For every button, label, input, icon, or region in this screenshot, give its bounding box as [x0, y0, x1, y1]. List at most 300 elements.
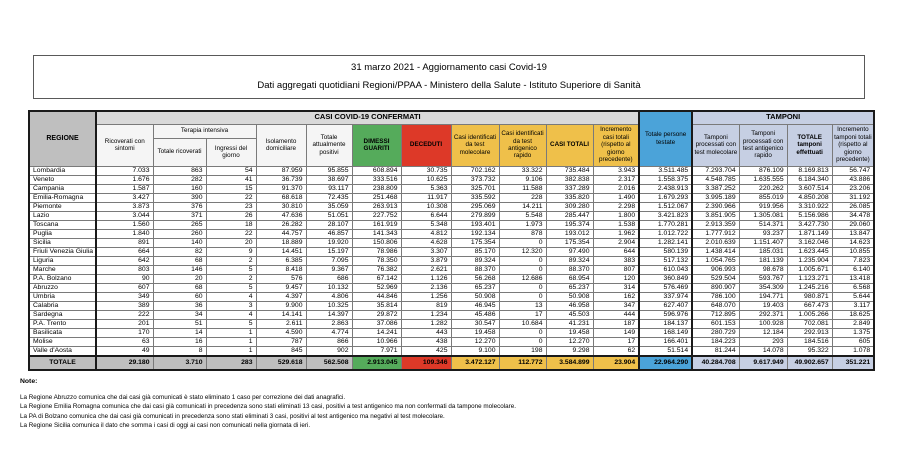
value-cell: 2.849 [832, 319, 874, 328]
value-cell: 93.237 [739, 229, 787, 238]
value-cell: 295.069 [451, 202, 499, 211]
value-cell: 68.954 [546, 274, 593, 283]
value-cell: 36.739 [256, 175, 306, 184]
value-cell: 3.117 [832, 301, 874, 310]
region-cell: Abruzzo [29, 283, 96, 292]
value-cell: 90 [96, 274, 153, 283]
value-cell: 1.777.912 [692, 229, 739, 238]
value-cell: 22 [206, 193, 256, 202]
value-cell: 9.900 [256, 301, 306, 310]
value-cell: 2.390.966 [692, 202, 739, 211]
value-cell: 181.139 [739, 256, 787, 265]
value-cell: 5.548 [499, 211, 546, 220]
region-cell: Sicilia [29, 238, 96, 247]
header-row-groups [29, 111, 874, 124]
value-cell: 81.244 [692, 346, 739, 356]
value-cell: 2.136 [401, 283, 451, 292]
value-cell: 2.611 [256, 319, 306, 328]
value-cell: 576 [256, 274, 306, 283]
value-cell: 228 [499, 193, 546, 202]
value-cell: 10.132 [306, 283, 352, 292]
value-cell: 10.625 [401, 175, 451, 184]
value-cell: 12.320 [499, 247, 546, 256]
value-cell: 280.729 [692, 328, 739, 337]
col-header-deceduti: DECEDUTI [401, 124, 451, 166]
value-cell: 2.621 [401, 265, 451, 274]
value-cell: 175.354 [451, 238, 499, 247]
col-header-regione: REGIONE [29, 111, 96, 166]
value-cell: 192.134 [451, 229, 499, 238]
value-cell: 19.403 [739, 301, 787, 310]
value-cell: 12.270 [546, 337, 593, 346]
col-header-casi-test-molecolare: Casi identificati da test molecolare [451, 124, 499, 166]
table-row [29, 346, 874, 356]
value-cell: 1.282 [401, 319, 451, 328]
value-cell: 9.106 [499, 175, 546, 184]
table-row [29, 211, 874, 220]
value-cell: 193.401 [451, 220, 499, 229]
value-cell: 17 [593, 337, 639, 346]
value-cell: 3.387.252 [692, 184, 739, 193]
value-cell: 78.986 [352, 247, 401, 256]
table-row [29, 301, 874, 310]
value-cell: 786.100 [692, 292, 739, 301]
col-header-ricoverati-sintomi: Ricoverati con sintomi [96, 124, 153, 166]
value-cell: 5.363 [401, 184, 451, 193]
value-cell: 14.397 [306, 310, 352, 319]
value-cell: 642 [96, 256, 153, 265]
value-cell: 4.628 [401, 238, 451, 247]
value-cell: 26.282 [256, 220, 306, 229]
value-cell: 282 [153, 175, 206, 184]
value-cell: 3.307 [401, 247, 451, 256]
value-cell: 62 [593, 346, 639, 356]
note-line-bolzano: La PA di Bolzano comunica che dai casi già comunicati in precedenza sono stati eliminati 3 casi, positivi al test antigenico ma negativi al test molecolare. [20, 412, 445, 420]
value-cell: 13 [499, 301, 546, 310]
value-cell: 120 [593, 274, 639, 283]
value-cell: 1.840 [96, 229, 153, 238]
value-cell: 23.206 [832, 184, 874, 193]
value-cell: 18 [206, 220, 256, 229]
value-cell: 30.735 [401, 166, 451, 175]
value-cell: 7.033 [96, 166, 153, 175]
value-cell: 1.512.067 [639, 202, 692, 211]
value-cell: 44.757 [256, 229, 306, 238]
value-cell: 26 [206, 211, 256, 220]
header-row-columns [29, 124, 874, 138]
value-cell: 20 [206, 238, 256, 247]
value-cell: 3.873 [96, 202, 153, 211]
value-cell: 44.846 [352, 292, 401, 301]
value-cell: 866 [306, 337, 352, 346]
value-cell: 15.197 [306, 247, 352, 256]
value-cell: 444 [593, 310, 639, 319]
value-cell: 18.889 [256, 238, 306, 247]
value-cell: 2.010.639 [692, 238, 739, 247]
table-row [29, 274, 874, 283]
value-cell: 3.511.485 [639, 166, 692, 175]
value-cell: 735.484 [546, 166, 593, 175]
value-cell: 712.895 [692, 310, 739, 319]
value-cell: 3.421.823 [639, 211, 692, 220]
value-cell: 6.184.340 [787, 175, 832, 184]
value-cell: 150.806 [352, 238, 401, 247]
value-cell: 648.070 [692, 301, 739, 310]
value-cell: 2 [206, 256, 256, 265]
notes-heading: Note: [20, 378, 38, 385]
col-header-incremento-tamponi: Incremento tamponi totali (rispetto al giorno precedente) [832, 124, 874, 166]
value-cell: 88.370 [546, 265, 593, 274]
value-cell: 11.588 [499, 184, 546, 193]
value-cell: 1.635.555 [739, 175, 787, 184]
table-row [29, 328, 874, 337]
value-cell: 1.676 [96, 175, 153, 184]
value-cell: 88.370 [451, 265, 499, 274]
value-cell: 610.043 [639, 265, 692, 274]
value-cell: 6.644 [401, 211, 451, 220]
value-cell: 22.964.290 [639, 356, 692, 370]
table-row [29, 256, 874, 265]
value-cell: 91.370 [256, 184, 306, 193]
value-cell: 9 [206, 247, 256, 256]
value-cell: 4.812 [401, 229, 451, 238]
value-cell: 3.584.899 [546, 356, 593, 370]
value-cell: 3.472.127 [451, 356, 499, 370]
value-cell: 335.820 [546, 193, 593, 202]
value-cell: 293 [739, 337, 787, 346]
value-cell: 227.752 [352, 211, 401, 220]
value-cell: 1.123.271 [787, 274, 832, 283]
value-cell: 35.814 [352, 301, 401, 310]
table-row [29, 220, 874, 229]
value-cell: 0 [499, 328, 546, 337]
value-cell: 26.085 [832, 202, 874, 211]
value-cell: 100.928 [739, 319, 787, 328]
col-header-totale-ricoverati: Totale ricoverati [153, 138, 206, 166]
value-cell: 337.289 [546, 184, 593, 193]
value-cell: 187 [593, 319, 639, 328]
value-cell: 443 [401, 328, 451, 337]
value-cell: 49 [96, 346, 153, 356]
value-cell: 1.973 [499, 220, 546, 229]
value-cell: 9.367 [306, 265, 352, 274]
value-cell: 2.913.045 [352, 356, 401, 370]
value-cell: 2.913.359 [692, 220, 739, 229]
col-header-casi-totali: CASI TOTALI [546, 124, 593, 166]
value-cell: 23.904 [593, 356, 639, 370]
col-group-casi-confermati: CASI COVID-19 CONFERMATI [96, 111, 639, 124]
table-row [29, 265, 874, 274]
value-cell: 608.894 [352, 166, 401, 175]
value-cell: 89.324 [451, 256, 499, 265]
region-cell: Calabria [29, 301, 96, 310]
value-cell: 627.407 [639, 301, 692, 310]
region-cell: P.A. Bolzano [29, 274, 96, 283]
value-cell: 1.558.375 [639, 175, 692, 184]
table-row [29, 202, 874, 211]
value-cell: 980.871 [787, 292, 832, 301]
value-cell: 251.468 [352, 193, 401, 202]
value-cell: 12.686 [499, 274, 546, 283]
note-line-emilia-romagna: La Regione Emilia Romagna comunica che dai casi già comunicati in precedenza sono stati eliminati 13 casi, positivi a test antigenico ma non confermati da tampone molecolare. [20, 403, 516, 411]
value-cell: 160 [153, 184, 206, 193]
value-cell: 1.282.141 [639, 238, 692, 247]
region-cell: Molise [29, 337, 96, 346]
value-cell: 29.872 [352, 310, 401, 319]
value-cell: 0 [499, 337, 546, 346]
col-header-attualmente-positivi: Totale attualmente positivi [306, 124, 352, 166]
region-cell: Veneto [29, 175, 96, 184]
value-cell: 517.132 [639, 256, 692, 265]
col-header-isolamento-domiciliare: Isolamento domiciliare [256, 124, 306, 166]
value-cell: 3.427.730 [787, 220, 832, 229]
col-header-dimessi-guariti: DIMESSI GUARITI [352, 124, 401, 166]
value-cell: 2.863 [306, 319, 352, 328]
table-row [29, 283, 874, 292]
value-cell: 4 [206, 292, 256, 301]
value-cell: 1.126 [401, 274, 451, 283]
value-cell: 309.280 [546, 202, 593, 211]
value-cell: 31.192 [832, 193, 874, 202]
value-cell: 0 [499, 292, 546, 301]
value-cell: 46.857 [306, 229, 352, 238]
value-cell: 607 [96, 283, 153, 292]
table-body [29, 166, 874, 370]
value-cell: 644 [593, 247, 639, 256]
value-cell: 6.568 [832, 283, 874, 292]
value-cell: 285.447 [546, 211, 593, 220]
value-cell: 65.237 [546, 283, 593, 292]
value-cell: 0 [499, 256, 546, 265]
value-cell: 5 [206, 265, 256, 274]
region-cell: Friuli Venezia Giulia [29, 247, 96, 256]
value-cell: 4.774 [306, 328, 352, 337]
region-cell: Campania [29, 184, 96, 193]
value-cell: 85.170 [451, 247, 499, 256]
value-cell: 23 [206, 202, 256, 211]
value-cell: 41.231 [546, 319, 593, 328]
value-cell: 4.590 [256, 328, 306, 337]
value-cell: 95.322 [787, 346, 832, 356]
value-cell: 56.268 [451, 274, 499, 283]
value-cell: 10.308 [401, 202, 451, 211]
region-cell: P.A. Trento [29, 319, 96, 328]
value-cell: 8.418 [256, 265, 306, 274]
value-cell: 4.548.785 [692, 175, 739, 184]
table-row [29, 184, 874, 193]
value-cell: 1.012.722 [639, 229, 692, 238]
value-cell: 292.913 [787, 328, 832, 337]
value-cell: 97.490 [546, 247, 593, 256]
value-cell: 314 [593, 283, 639, 292]
value-cell: 354.309 [739, 283, 787, 292]
value-cell: 149 [593, 328, 639, 337]
value-cell: 702.081 [787, 319, 832, 328]
value-cell: 47.636 [256, 211, 306, 220]
value-cell: 51 [153, 319, 206, 328]
value-cell: 52.969 [352, 283, 401, 292]
value-cell: 184.516 [787, 337, 832, 346]
col-header-casi-test-antigenico: Casi identificati da test antigenico rapido [499, 124, 546, 166]
value-cell: 2.438.913 [639, 184, 692, 193]
value-cell: 7.823 [832, 256, 874, 265]
value-cell: 8.169.813 [787, 166, 832, 175]
value-cell: 16 [153, 337, 206, 346]
table-row [29, 319, 874, 328]
value-cell: 141.343 [352, 229, 401, 238]
value-cell: 76.382 [352, 265, 401, 274]
value-cell: 35.059 [306, 202, 352, 211]
value-cell: 19.458 [546, 328, 593, 337]
value-cell: 1.078 [832, 346, 874, 356]
col-header-totale-tamponi: TOTALE tamponi effettuati [787, 124, 832, 166]
region-cell: Lazio [29, 211, 96, 220]
value-cell: 1 [206, 328, 256, 337]
value-cell: 1.245.216 [787, 283, 832, 292]
value-cell: 14.078 [739, 346, 787, 356]
value-cell: 162 [593, 292, 639, 301]
value-cell: 601.153 [692, 319, 739, 328]
value-cell: 3.044 [96, 211, 153, 220]
value-cell: 389 [96, 301, 153, 310]
value-cell: 702.162 [451, 166, 499, 175]
value-cell: 98.678 [739, 265, 787, 274]
value-cell: 10.966 [352, 337, 401, 346]
value-cell: 50.908 [546, 292, 593, 301]
value-cell: 8 [153, 346, 206, 356]
value-cell: 65.237 [451, 283, 499, 292]
value-cell: 9.100 [451, 346, 499, 356]
col-header-tamponi-antigenico: Tamponi processati con test antigenico rapido [739, 124, 787, 166]
value-cell: 238.809 [352, 184, 401, 193]
value-cell: 1.871.149 [787, 229, 832, 238]
region-cell: TOTALE [29, 356, 96, 370]
value-cell: 664 [96, 247, 153, 256]
value-cell: 36 [153, 301, 206, 310]
value-cell: 68 [153, 256, 206, 265]
value-cell: 360.849 [639, 274, 692, 283]
value-cell: 194.771 [739, 292, 787, 301]
value-cell: 89.324 [546, 256, 593, 265]
value-cell: 1.770.281 [639, 220, 692, 229]
value-cell: 514.371 [739, 220, 787, 229]
value-cell: 1.538 [593, 220, 639, 229]
value-cell: 819 [401, 301, 451, 310]
value-cell: 14.141 [256, 310, 306, 319]
value-cell: 72.435 [306, 193, 352, 202]
value-cell: 787 [256, 337, 306, 346]
value-cell: 49.902.657 [787, 356, 832, 370]
value-cell: 4.850.208 [787, 193, 832, 202]
value-cell: 11.917 [401, 193, 451, 202]
value-cell: 4.806 [306, 292, 352, 301]
value-cell: 1.235.904 [787, 256, 832, 265]
value-cell: 890.907 [692, 283, 739, 292]
value-cell: 349 [96, 292, 153, 301]
value-cell: 438 [401, 337, 451, 346]
value-cell: 50.908 [451, 292, 499, 301]
value-cell: 0 [499, 283, 546, 292]
value-cell: 1.962 [593, 229, 639, 238]
region-cell: Sardegna [29, 310, 96, 319]
table-row [29, 175, 874, 184]
value-cell: 198 [499, 346, 546, 356]
value-cell: 34 [153, 310, 206, 319]
value-cell: 845 [256, 346, 306, 356]
value-cell: 195.374 [546, 220, 593, 229]
value-cell: 878 [499, 229, 546, 238]
region-cell: Marche [29, 265, 96, 274]
value-cell: 260 [153, 229, 206, 238]
region-cell: Toscana [29, 220, 96, 229]
region-cell: Puglia [29, 229, 96, 238]
value-cell: 29.060 [832, 220, 874, 229]
value-cell: 1 [206, 337, 256, 346]
value-cell: 56.747 [832, 166, 874, 175]
value-cell: 82 [153, 247, 206, 256]
value-cell: 78.350 [352, 256, 401, 265]
value-cell: 4 [206, 310, 256, 319]
value-cell: 14.451 [256, 247, 306, 256]
value-cell: 13.847 [832, 229, 874, 238]
value-cell: 30.810 [256, 202, 306, 211]
value-cell: 1.560 [96, 220, 153, 229]
value-cell: 34.478 [832, 211, 874, 220]
value-cell: 87.959 [256, 166, 306, 175]
value-cell: 667.473 [787, 301, 832, 310]
value-cell: 14.623 [832, 238, 874, 247]
col-header-ingressi-giorno: Ingressi del giorno [206, 138, 256, 166]
region-cell: Liguria [29, 256, 96, 265]
value-cell: 3.310.922 [787, 202, 832, 211]
value-cell: 373.732 [451, 175, 499, 184]
value-cell: 5.348 [401, 220, 451, 229]
value-cell: 184.223 [692, 337, 739, 346]
value-cell: 1.054.765 [692, 256, 739, 265]
value-cell: 906.993 [692, 265, 739, 274]
value-cell: 891 [96, 238, 153, 247]
value-cell: 292.371 [739, 310, 787, 319]
table-row [29, 193, 874, 202]
value-cell: 93.117 [306, 184, 352, 193]
value-cell: 383 [593, 256, 639, 265]
value-cell: 1.256 [401, 292, 451, 301]
value-cell: 3.995.189 [692, 193, 739, 202]
col-header-tamponi-molecolare: Tamponi processati con test molecolare [692, 124, 739, 166]
value-cell: 95.855 [306, 166, 352, 175]
value-cell: 2.904 [593, 238, 639, 247]
value-cell: 876.109 [739, 166, 787, 175]
value-cell: 175.354 [546, 238, 593, 247]
value-cell: 28.107 [306, 220, 352, 229]
value-cell: 1.005.266 [787, 310, 832, 319]
value-cell: 371 [153, 211, 206, 220]
value-cell: 14.241 [352, 328, 401, 337]
value-cell: 222 [96, 310, 153, 319]
value-cell: 263.913 [352, 202, 401, 211]
value-cell: 351.221 [832, 356, 874, 370]
value-cell: 10.684 [499, 319, 546, 328]
value-cell: 146 [153, 265, 206, 274]
value-cell: 3.943 [593, 166, 639, 175]
report-subtitle: Dati aggregati quotidiani Regioni/PPAA - Ministero della Salute - Istituto Superiore di Sanità [257, 80, 641, 91]
value-cell: 13.418 [832, 274, 874, 283]
value-cell: 803 [96, 265, 153, 274]
value-cell: 201 [96, 319, 153, 328]
value-cell: 283 [206, 356, 256, 370]
totale-row [29, 356, 874, 370]
value-cell: 425 [401, 346, 451, 356]
